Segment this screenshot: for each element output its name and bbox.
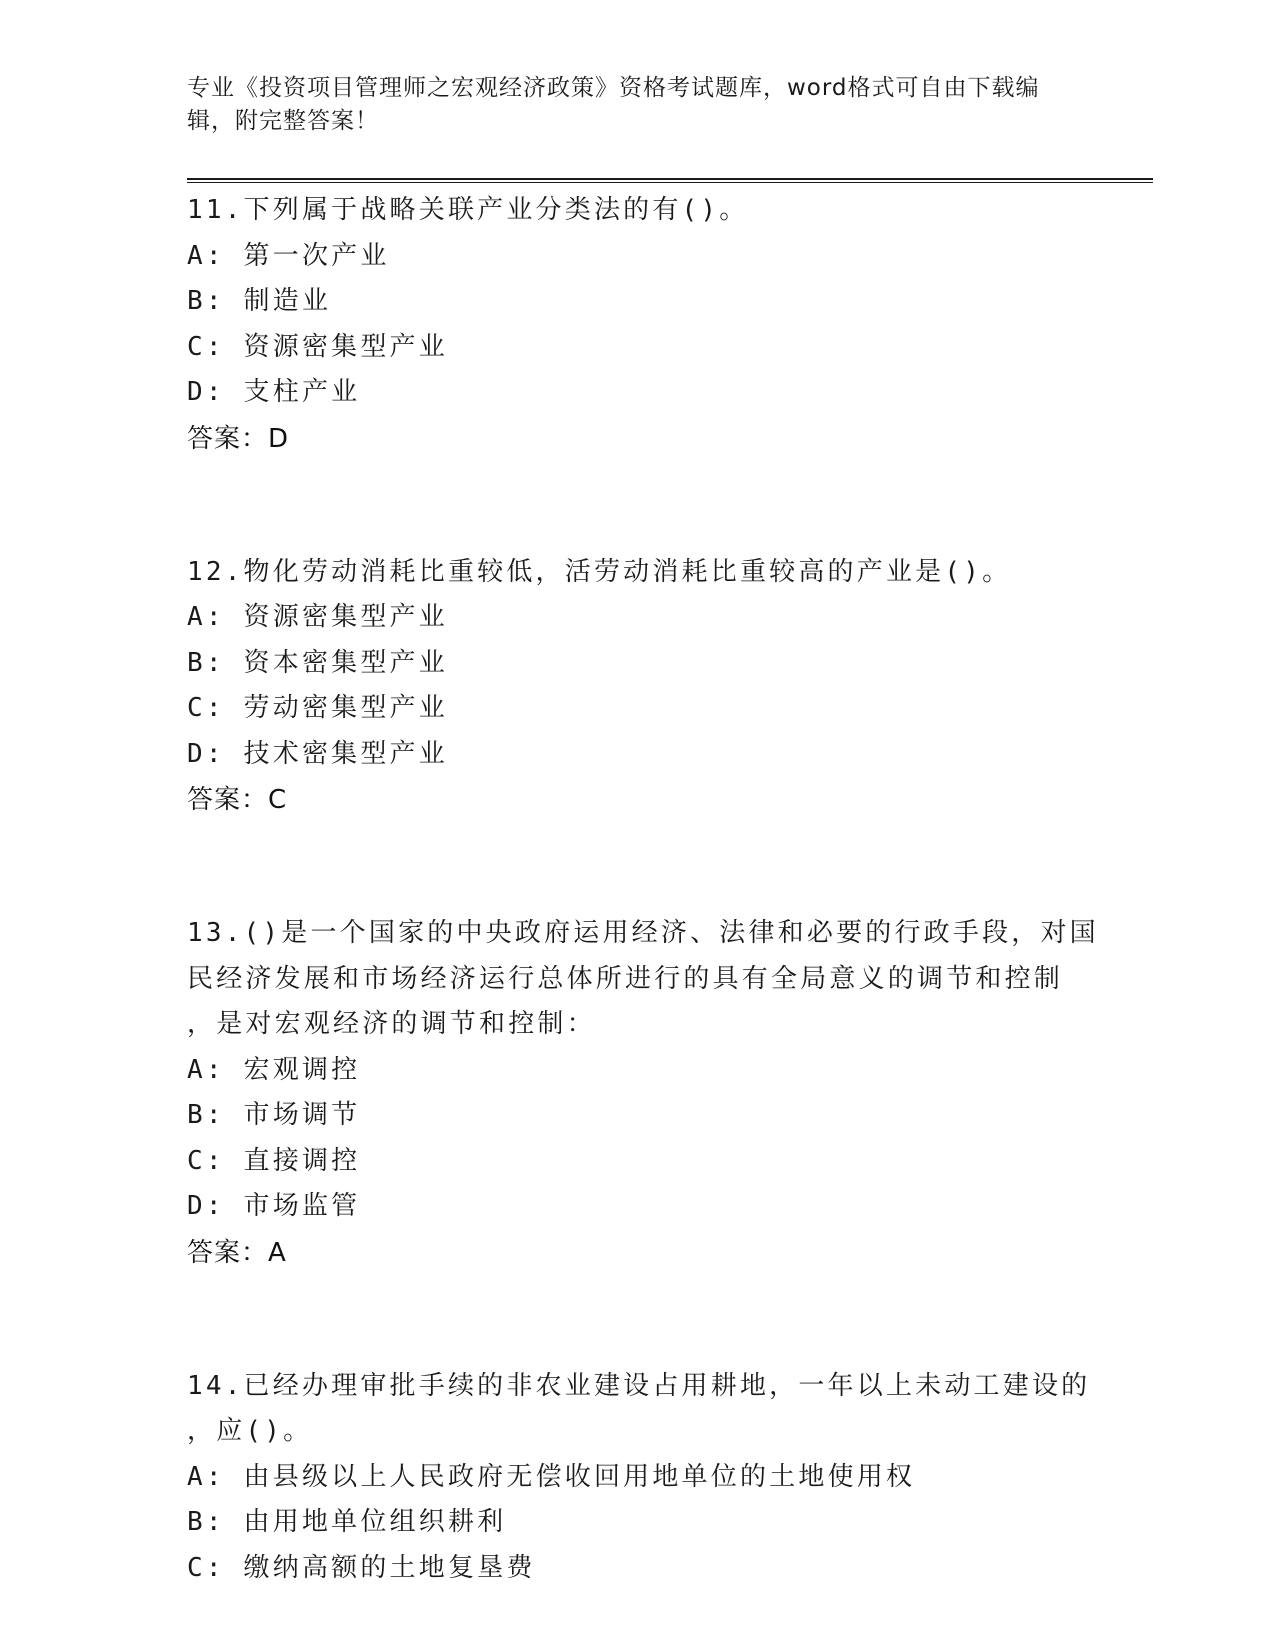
spacer <box>187 462 1087 550</box>
question-stem: 13.()是一个国家的中央政府运用经济、法律和必要的行政手段，对国 <box>187 918 1099 948</box>
question-stem: 12.物化劳动消耗比重较低，活劳动消耗比重较高的产业是()。 <box>187 556 1012 587</box>
question-stem: 11.下列属于战略关联产业分类法的有()。 <box>187 195 749 225</box>
question-stem-continued: ，应()。 <box>187 1416 313 1446</box>
question-stem-continued: 民经济发展和市场经济运行总体所进行的具有全局意义的调节和控制 <box>187 963 1064 994</box>
question-stem-continued: ，是对宏观经济的调节和控制： <box>187 1009 596 1039</box>
option-a: A: 宏观调控 <box>187 1054 361 1085</box>
option-b: B: 资本密集型产业 <box>187 647 448 678</box>
option-d: D: 支柱产业 <box>187 377 361 407</box>
option-a: A: 第一次产业 <box>187 240 390 271</box>
option-c: C: 劳动密集型产业 <box>187 693 448 723</box>
question-list <box>187 188 1099 1591</box>
option-c: C: 直接调控 <box>187 1145 361 1176</box>
question-block <box>187 911 1099 1276</box>
option-a: A: 资源密集型产业 <box>187 602 448 632</box>
option-c: C: 缴纳高额的土地复垦费 <box>187 1552 536 1583</box>
header-divider <box>187 178 1153 183</box>
question-block <box>187 550 1087 824</box>
option-b: B: 制造业 <box>187 286 332 316</box>
spacer <box>187 1276 1087 1364</box>
option-d: D: 技术密集型产业 <box>187 738 448 769</box>
option-c: C: 资源密集型产业 <box>187 331 448 362</box>
question-stem: 14.已经办理审批手续的非农业建设占用耕地，一年以上未动工建设的 <box>187 1370 1091 1401</box>
question-block <box>187 1364 1091 1592</box>
answer-line: 答案：C <box>187 785 288 815</box>
option-d: D: 市场监管 <box>187 1191 361 1221</box>
option-b: B: 由用地单位组织耕利 <box>187 1507 507 1537</box>
answer-line: 答案：D <box>187 423 290 454</box>
spacer <box>187 823 1087 911</box>
question-block <box>187 188 1087 462</box>
option-b: B: 市场调节 <box>187 1100 361 1130</box>
option-a: A: 由县级以上人民政府无偿收回用地单位的土地使用权 <box>187 1461 916 1492</box>
intro-text: 专业《投资项目管理师之宏观经济政策》资格考试题库，word格式可自由下载编辑，附完整答案！ <box>187 75 1040 134</box>
answer-line: 答案：A <box>187 1237 287 1268</box>
